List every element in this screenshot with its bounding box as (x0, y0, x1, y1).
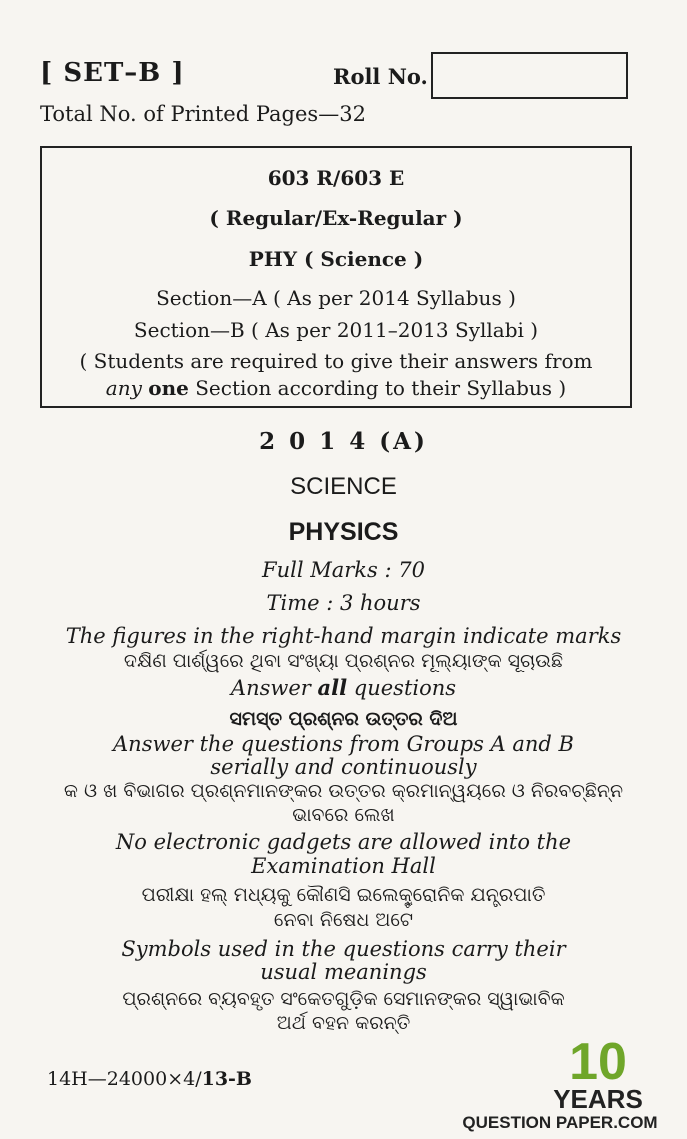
print-code-pre: 14H—24000×4/ (47, 1068, 202, 1090)
instruction-groups-en-2: serially and continuously (210, 755, 477, 779)
section-a-line: Section—A ( As per 2014 Syllabus ) (156, 286, 516, 310)
paper-info-box (40, 146, 632, 408)
instruction-symbols-en-2: usual meanings (260, 960, 427, 984)
total-pages: Total No. of Printed Pages—32 (40, 102, 366, 126)
section-b-line: Section—B ( As per 2011–2013 Syllabi ) (133, 318, 539, 342)
paper-type: ( Regular/Ex-Regular ) (209, 206, 463, 230)
answer-all-bold: all (317, 675, 348, 700)
instruction-groups-en-1: Answer the questions from Groups A and B (113, 732, 574, 756)
instruction-gadgets-or-2: ନେବା ନିଷେଧ ଅଟେ (273, 909, 414, 931)
instruction-gadgets-en-2: Examination Hall (251, 854, 436, 878)
instruction-gadgets-or-1: ପରୀକ୍ଷା ହଲ୍ ମଧ୍ୟକୁ କୌଣସି ଇଲେକ୍ଟ୍ରୋନିକ ଯନ୍ତ୍ରପାତି (141, 884, 546, 906)
print-code-bold: 13-B (201, 1068, 252, 1090)
note-rest: Section according to their Syllabus ) (195, 376, 567, 400)
paper-subject-code: PHY ( Science ) (248, 247, 424, 271)
exam-paper: PHYSICS (288, 518, 399, 546)
instruction-marks-en: The figures in the right-hand margin indicate marks (65, 624, 622, 648)
note-any: any (105, 376, 142, 400)
paper-code: 603 R/603 E (267, 166, 405, 190)
watermark-site: QUESTION PAPER.COM (462, 1113, 658, 1132)
watermark-number: 10 (569, 1033, 627, 1091)
students-note-line2 (42, 376, 630, 400)
exam-year: 2 0 1 4 (A) (259, 428, 428, 455)
exam-subject: SCIENCE (290, 473, 397, 500)
instruction-symbols-or-1: ପ୍ରଶ୍ନରେ ବ୍ୟବହୃତ ସଂକେତଗୁଡ଼ିକ ସେମାନଙ୍କର ସ୍ୱାଭାବିକ (122, 988, 565, 1010)
answer-post: questions (353, 676, 457, 700)
watermark-logo (440, 1033, 680, 1134)
instruction-marks-or: ଦକ୍ଷିଣ ପାର୍ଶ୍ୱରେ ଥିବା ସଂଖ୍ୟା ପ୍ରଶ୍ନର ମୂଲ୍ୟାଙ୍କ ସୂଚାଉଛି (123, 650, 564, 672)
instruction-answer-all-en (0, 675, 687, 700)
set-label: [ SET–B ] (40, 58, 185, 88)
watermark-years: YEARS (553, 1084, 643, 1114)
full-marks: Full Marks : 70 (262, 558, 425, 582)
answer-pre: Answer (230, 676, 311, 700)
instruction-symbols-or-2: ଅର୍ଥ ବହନ କରନ୍ତି (276, 1012, 411, 1034)
roll-number-label: Roll No. (333, 64, 428, 89)
roll-number-box (431, 52, 628, 99)
instruction-groups-or-2: ଭାବରେ ଲେଖ (292, 804, 395, 826)
note-one: one (148, 376, 189, 400)
time-allowed: Time : 3 hours (266, 591, 421, 615)
print-code (47, 1068, 252, 1090)
instruction-groups-or-1: କ ଓ ଖ ବିଭାଗର ପ୍ରଶ୍ନମାନଙ୍କର ଉତ୍ତର କ୍ରମାନ୍ୱୟରେ ଓ ନିରବଚ୍ଛିନ୍ନ (63, 780, 624, 802)
instruction-answer-all-or: ସମସ୍ତ ପ୍ରଶ୍ନର ଉତ୍ତର ଦିଅ (229, 708, 458, 730)
instruction-gadgets-en-1: No electronic gadgets are allowed into the (115, 830, 572, 854)
instruction-symbols-en-1: Symbols used in the questions carry their (121, 937, 566, 961)
students-note-line1: ( Students are required to give their answers from (79, 349, 593, 373)
